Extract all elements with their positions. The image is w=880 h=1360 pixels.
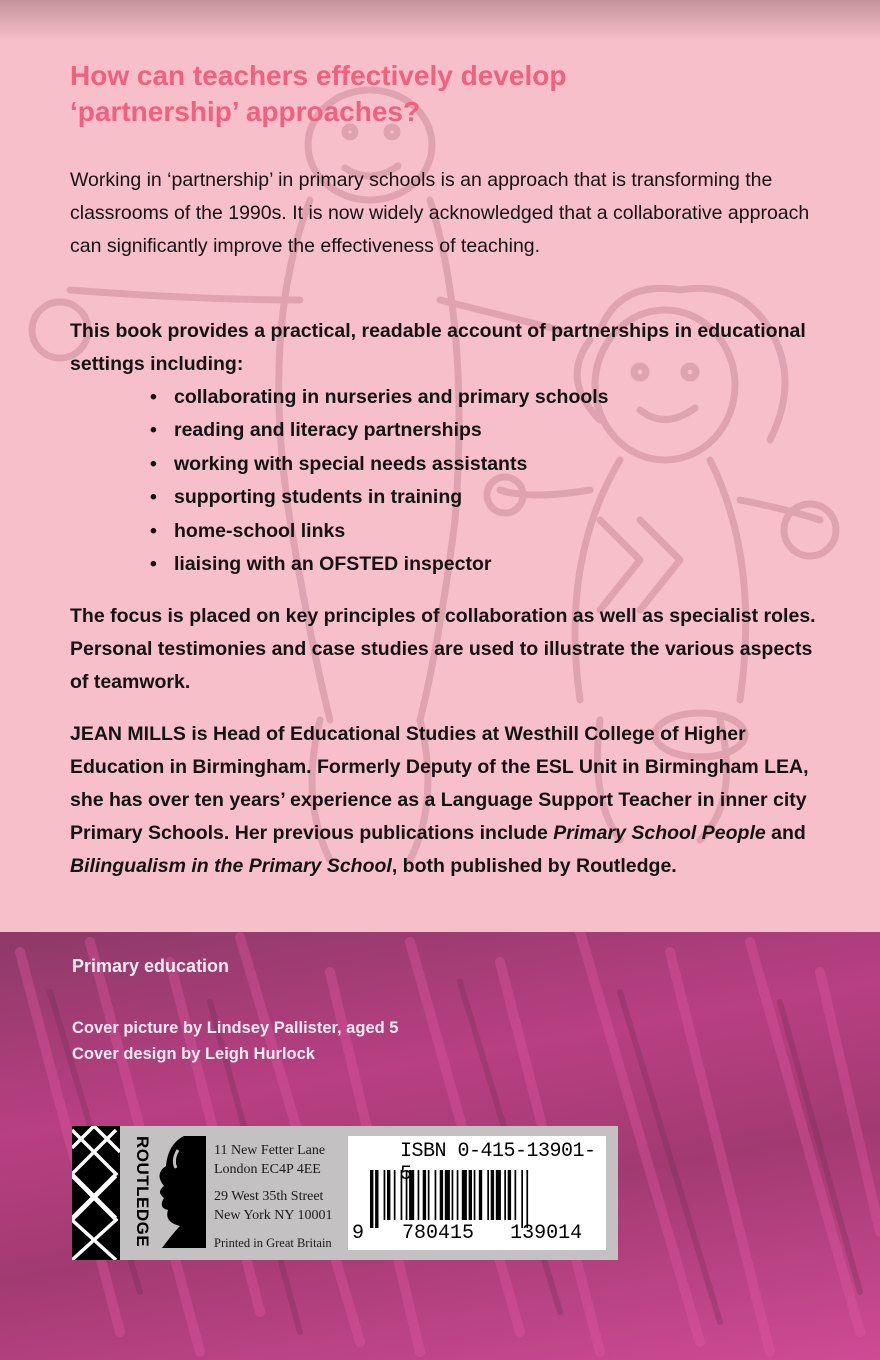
- barcode-bar: [370, 1170, 373, 1228]
- book-title: Bilingualism in the Primary School: [70, 855, 392, 877]
- isbn-barcode-box: [348, 1136, 606, 1250]
- list-item: • collaborating in nurseries and primary schools: [150, 381, 609, 414]
- barcode-bar: [406, 1170, 408, 1220]
- barcode-bar: [428, 1170, 430, 1220]
- heading-line-1: How can teachers effectively develop: [70, 60, 567, 91]
- address-line: London EC4P 4EE: [214, 1161, 321, 1177]
- address-line: New York NY 10001: [214, 1207, 333, 1223]
- barcode-bar: [401, 1170, 403, 1220]
- barcode-bar: [457, 1170, 459, 1220]
- ean-digits: [352, 1222, 602, 1245]
- barcode-bar: [504, 1170, 506, 1220]
- ean-lead-digit: 9: [352, 1222, 365, 1245]
- ean-left-group: 780415: [402, 1222, 475, 1245]
- barcode-bar: [491, 1170, 494, 1220]
- barcode-icon: [368, 1170, 588, 1228]
- list-item: • home-school links: [150, 515, 609, 548]
- list-item: • liaising with an OFSTED inspector: [150, 548, 609, 581]
- publisher-address: [214, 1142, 333, 1253]
- isbn-number: ISBN 0-415-13901-: [400, 1140, 596, 1163]
- list-item: • supporting students in training: [150, 481, 609, 514]
- barcode-bar: [508, 1170, 511, 1220]
- cover-design-credit: Cover design by Leigh Hurlock: [72, 1045, 315, 1063]
- publisher-panel: [72, 1126, 618, 1260]
- barcode-bar: [435, 1170, 437, 1220]
- barcode-bar: [521, 1170, 523, 1228]
- barcode-bar: [515, 1170, 517, 1220]
- address-line: 29 West 35th Street: [214, 1189, 324, 1204]
- barcode-bar: [384, 1170, 386, 1220]
- barcode-bar: [440, 1170, 443, 1220]
- focus-paragraph: The focus is placed on key principles of collaboration as well as specialist roles. Personal testimonies and case studies are used to illustrate the various aspects of teamwork.: [70, 605, 816, 693]
- bio-text: and: [765, 822, 806, 844]
- barcode-bar: [394, 1170, 396, 1220]
- cover-heading: [70, 58, 710, 130]
- publisher-wordmark: ROUTLEDGE: [133, 1136, 152, 1248]
- intro-paragraph: Working in ‘partnership’ in primary schools is an approach that is transforming the classrooms of the 1990s. It is now widely acknowledged that a collaborative approach can significantly improve the effectiveness of teaching.: [70, 169, 810, 257]
- barcode-bar: [423, 1170, 426, 1220]
- barcode-bar: [445, 1170, 450, 1220]
- list-item: • working with special needs assistants: [150, 448, 609, 481]
- barcode-bar: [387, 1170, 390, 1220]
- barcode-bar: [496, 1170, 501, 1220]
- barcode-bar: [474, 1170, 476, 1220]
- barcode-bar: [479, 1170, 482, 1220]
- barcode-bar: [418, 1170, 420, 1220]
- series-label: Primary education: [72, 956, 230, 976]
- cover-picture-credit: Cover picture by Lindsey Pallister, aged 5: [72, 1019, 399, 1037]
- heading-line-2: ‘partnership’ approaches?: [70, 96, 421, 127]
- barcode-bar: [375, 1170, 378, 1228]
- publisher-logo-block: [72, 1126, 120, 1260]
- printed-note: Printed in Great Britain: [214, 1236, 332, 1250]
- topic-list: [150, 381, 609, 581]
- face-profile-logo-icon: [154, 1136, 206, 1248]
- bio-text: , both published by Routledge.: [391, 855, 677, 877]
- address-line: 11 New Fetter Lane: [214, 1143, 326, 1158]
- lead-paragraph: This book provides a practical, readable account of partnerships in educational settings including:: [70, 320, 806, 375]
- author-bio: [70, 718, 830, 883]
- barcode-bar: [409, 1170, 414, 1220]
- barcode-bar: [487, 1170, 489, 1220]
- diamond-lattice-icon: [72, 1126, 120, 1260]
- barcode-bar: [469, 1170, 472, 1220]
- book-title: Primary School People: [553, 822, 766, 844]
- bio-text: JEAN MILLS is Head of Educational Studies at Westhill College of Higher Education in Birmingham. Formerly Deputy of the ESL Unit in Birmingham LEA, she has over ten years’ experience as a Language Support Teacher in inner city Primary Schools. Her previous publications include: [70, 723, 809, 844]
- barcode-bar: [526, 1170, 528, 1228]
- ean-right-group: 139014: [510, 1222, 583, 1245]
- list-item: • reading and literacy partnerships: [150, 414, 609, 447]
- barcode-bar: [462, 1170, 467, 1220]
- barcode-bar: [452, 1170, 454, 1220]
